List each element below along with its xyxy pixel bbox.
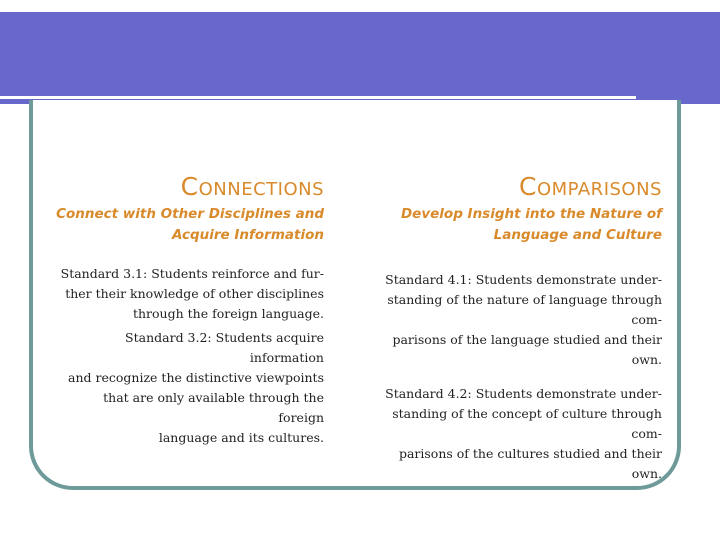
- standard-4-2: Standard 4.2: Students demonstrate under- standing of the concept of culture through com- parisons of the cultures studied and their own.: [385, 386, 662, 481]
- header-band: [0, 12, 720, 104]
- header-divider: [0, 96, 636, 99]
- standard-4-1: Standard 4.1: Students demonstrate under- standing of the nature of language through com- parisons of the language studied and their own.: [385, 272, 662, 367]
- comparisons-subtitle: Develop Insight into the Nature of Language and Culture: [400, 206, 662, 243]
- connections-title: Connections: [180, 172, 324, 201]
- standard-3-2: Standard 3.2: Students acquire information and recognize the distinctive viewpoints that are only available through the foreign language and its cultures.: [68, 330, 324, 445]
- connections-column: [56, 170, 324, 448]
- standard-3-1: Standard 3.1: Students reinforce and fur- ther their knowledge of other disciplines through the foreign language.: [60, 266, 324, 321]
- comparisons-column: [380, 170, 662, 484]
- comparisons-title: Comparisons: [519, 172, 662, 201]
- connections-subtitle: Connect with Other Disciplines and Acquire Information: [56, 206, 324, 243]
